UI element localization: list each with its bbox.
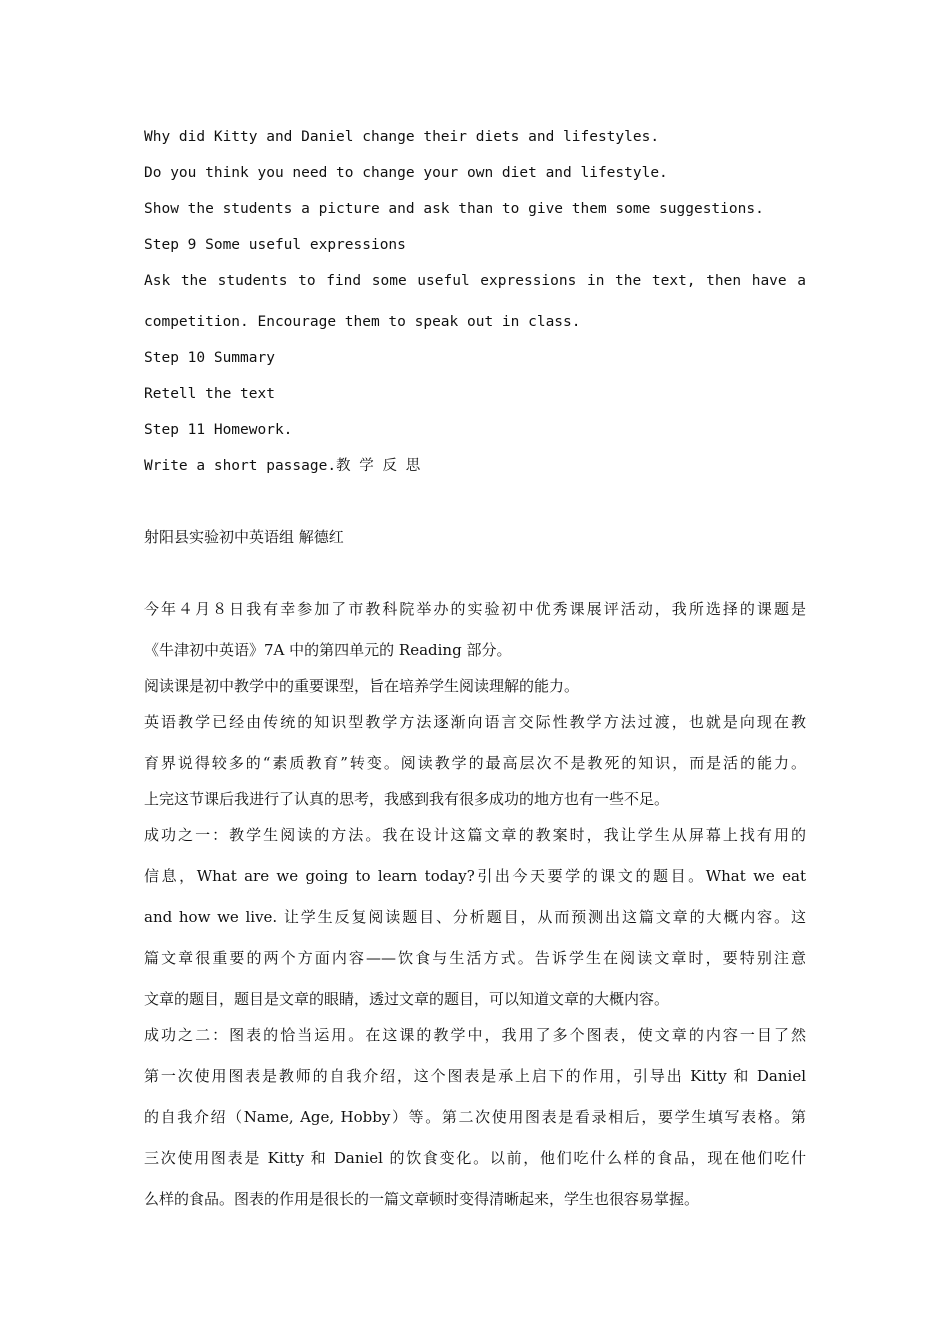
reflection-line: 的自我介绍（Name, Age, Hobby）等。第二次使用图表是看录相后，要学生填写表格。第 (144, 1108, 806, 1126)
lesson-step-line: Show the students a picture and ask than to give them some suggestions. (144, 201, 764, 217)
lesson-step-line: Ask the students to find some useful expressions in the text, then have a (144, 273, 806, 289)
lesson-step-line: Retell the text (144, 386, 275, 402)
reflection-line: 育界说得较多的“素质教育”转变。阅读教学的最高层次不是教死的知识，而是活的能力。 (144, 754, 806, 772)
reflection-line: 阅读课是初中教学中的重要课型，旨在培养学生阅读理解的能力。 (144, 677, 580, 695)
reflection-line: 英语教学已经由传统的知识型教学方法逐渐向语言交际性教学方法过渡，也就是向现在教 (144, 713, 806, 731)
lesson-step-line: competition. Encourage them to speak out in class. (144, 314, 581, 330)
lesson-step-line: Why did Kitty and Daniel change their diets and lifestyles. (144, 129, 660, 145)
author-line: 射阳县实验初中英语组 解德红 (144, 528, 344, 546)
reflection-line: 今年４月８日我有幸参加了市教科院举办的实验初中优秀课展评活动，我所选择的课题是 (144, 600, 806, 618)
reflection-line: 第一次使用图表是教师的自我介绍，这个图表是承上启下的作用，引导出 Kitty 和 Daniel (144, 1067, 806, 1085)
lesson-step-line: Do you think you need to change your own diet and lifestyle. (144, 165, 668, 181)
reflection-line: 三次使用图表是 Kitty 和 Daniel 的饮食变化。以前，他们吃什么样的食品，现在他们吃什 (144, 1149, 806, 1167)
reflection-line: and how we live. 让学生反复阅读题目、分析题目，从而预测出这篇文章的大概内容。这 (144, 908, 806, 926)
reflection-line: 成功之二：图表的恰当运用。在这课的教学中，我用了多个图表，使文章的内容一目了然 (144, 1026, 806, 1044)
reflection-line: 篇文章很重要的两个方面内容——饮食与生活方式。告诉学生在阅读文章时，要特别注意 (144, 949, 806, 967)
reflection-line: 上完这节课后我进行了认真的思考，我感到我有很多成功的地方也有一些不足。 (144, 790, 670, 808)
lesson-step-heading: Step 11 Homework. (144, 422, 293, 438)
reflection-line: 《牛津初中英语》7A 中的第四单元的 Reading 部分。 (144, 641, 512, 659)
reflection-line: 信息，What are we going to learn today?引出今天要学的课文的题目。What we eat (144, 867, 806, 885)
reflection-line: 成功之一：教学生阅读的方法。我在设计这篇文章的教案时，我让学生从屏幕上找有用的 (144, 826, 806, 844)
lesson-step-heading: Step 9 Some useful expressions (144, 237, 406, 253)
lesson-step-line-with-reflection-title: Write a short passage.教 学 反 思 (144, 458, 421, 474)
reflection-line: 么样的食品。图表的作用是很长的一篇文章顿时变得清晰起来，学生也很容易掌握。 (144, 1190, 700, 1208)
reflection-line: 文章的题目，题目是文章的眼睛，透过文章的题目，可以知道文章的大概内容。 (144, 990, 670, 1008)
lesson-step-heading: Step 10 Summary (144, 350, 275, 366)
